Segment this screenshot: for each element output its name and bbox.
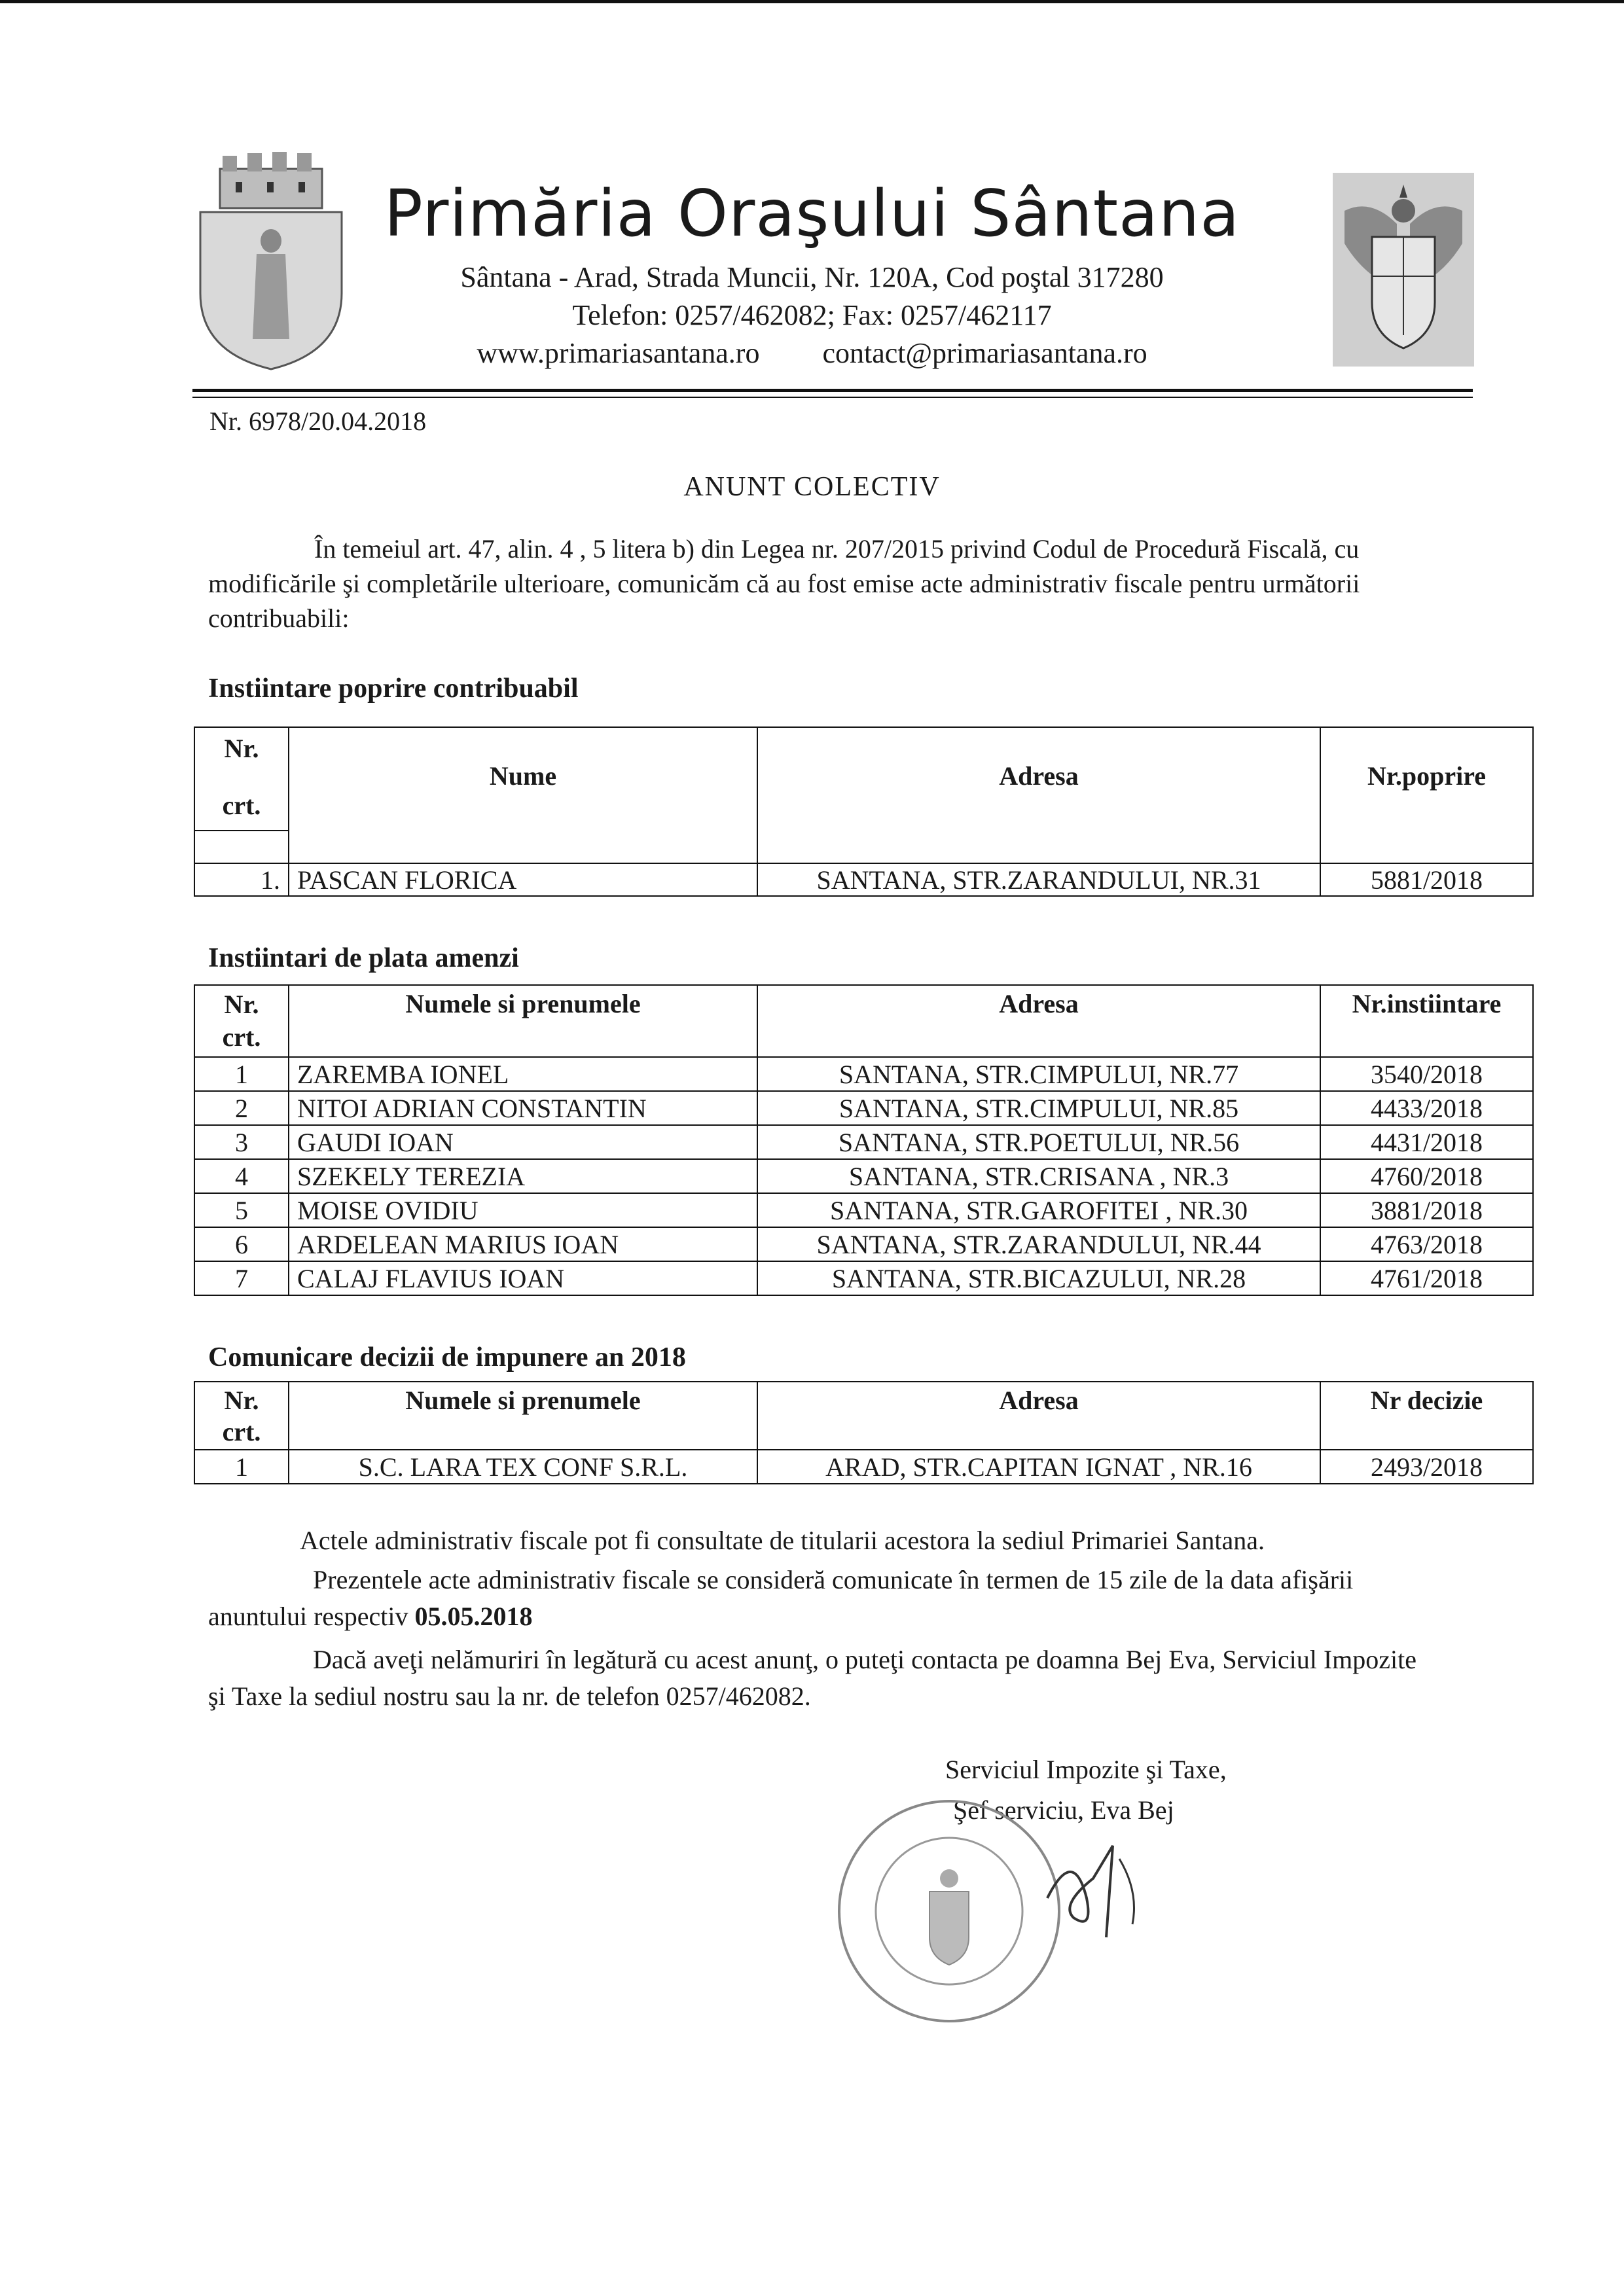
website-link[interactable]: www.primariasantana.ro [477, 337, 760, 369]
row-name: GAUDI IOAN [289, 1125, 757, 1159]
footer-text-1: Actele administrativ fiscale pot fi consultate de titularii acestora la sediul Primariei Santana. [300, 1526, 1265, 1555]
nr-label: Nr. [224, 990, 259, 1019]
display-date: 05.05.2018 [414, 1602, 533, 1631]
table-row [194, 1450, 1533, 1484]
row-nr: 1 [194, 1057, 289, 1091]
official-stamp-icon [831, 1793, 1067, 2029]
table-row [194, 1261, 1533, 1295]
col-header-nr [194, 985, 289, 1057]
row-number: 5881/2018 [1320, 863, 1533, 896]
top-border-line [0, 0, 1624, 3]
row-name: MOISE OVIDIU [289, 1193, 757, 1227]
table-row [194, 1057, 1533, 1091]
row-nr: 2 [194, 1091, 289, 1125]
footer-text-2: Prezentele acte administrativ fiscale se consideră comunicate în termen de 15 zile de la data afişării anuntului respectiv [208, 1565, 1354, 1631]
handwritten-signature-icon [1034, 1820, 1165, 1950]
email-link[interactable]: contact@primariasantana.ro [822, 337, 1147, 369]
col-header-number: Nr.instiintare [1320, 985, 1533, 1057]
row-number: 4433/2018 [1320, 1091, 1533, 1125]
col-header-number: Nr decizie [1320, 1382, 1533, 1450]
crt-label: crt. [222, 1022, 261, 1052]
nr-label: Nr. [224, 1386, 259, 1415]
row-name: S.C. LARA TEX CONF S.R.L. [289, 1450, 757, 1484]
section-title-amenzi: Instiintari de plata amenzi [208, 943, 519, 973]
row-nr: 4 [194, 1159, 289, 1193]
header-rule-thick [192, 389, 1473, 392]
row-number: 4761/2018 [1320, 1261, 1533, 1295]
row-number: 3881/2018 [1320, 1193, 1533, 1227]
footer-paragraph-3 [208, 1641, 1439, 1715]
row-name: NITOI ADRIAN CONSTANTIN [289, 1091, 757, 1125]
col-header-address: Adresa [757, 985, 1320, 1057]
footer-text-3: Dacă aveţi nelămuriri în legătură cu acest anunţ, o puteţi contacta pe doamna Bej Eva, Serviciul Impozite şi Taxe la sediul nostru sau la nr. de telefon 0257/462082. [208, 1645, 1416, 1711]
row-number: 3540/2018 [1320, 1057, 1533, 1091]
row-number: 4431/2018 [1320, 1125, 1533, 1159]
institution-title: Primăria Oraşului Sântana [384, 177, 1240, 251]
row-address: SANTANA, STR.CIMPULUI, NR.85 [757, 1091, 1320, 1125]
document-number: Nr. 6978/20.04.2018 [209, 406, 427, 436]
row-address: SANTANA, STR.CRISANA , NR.3 [757, 1159, 1320, 1193]
header-rule-thin [192, 397, 1473, 398]
section-title-poprire: Instiintare poprire contribuabil [208, 673, 579, 704]
row-nr: 1. [194, 863, 289, 896]
row-number: 2493/2018 [1320, 1450, 1533, 1484]
col-header-address: Adresa [757, 727, 1320, 863]
col-header-number: Nr.poprire [1320, 727, 1533, 863]
row-address: SANTANA, STR.POETULUI, NR.56 [757, 1125, 1320, 1159]
row-name: PASCAN FLORICA [289, 863, 757, 896]
row-name: SZEKELY TEREZIA [289, 1159, 757, 1193]
row-address: SANTANA, STR.ZARANDULUI, NR.31 [757, 863, 1320, 896]
table-poprire [194, 726, 1534, 897]
col-header-name: Nume [289, 727, 757, 863]
row-address: ARAD, STR.CAPITAN IGNAT , NR.16 [757, 1450, 1320, 1484]
table-row [194, 1227, 1533, 1261]
table-row [194, 863, 1533, 896]
document-heading: ANUNT COLECTIV [683, 472, 941, 502]
row-number: 4760/2018 [1320, 1159, 1533, 1193]
signature-name: Şef serviciu, Eva Bej [953, 1795, 1174, 1825]
footer-paragraph-2 [208, 1562, 1439, 1635]
row-nr: 5 [194, 1193, 289, 1227]
crt-label: crt. [222, 1417, 261, 1446]
row-name: ZAREMBA IONEL [289, 1057, 757, 1091]
col-header-nr [194, 1382, 289, 1450]
row-address: SANTANA, STR.ZARANDULUI, NR.44 [757, 1227, 1320, 1261]
intro-text: În temeiul art. 47, alin. 4 , 5 litera b) din Legea nr. 207/2015 privind Codul de Procedură Fiscală, cu modificările şi completările ulterioare, comunicăm că au fost emise acte administrativ fiscale pentru următorii contribuabili: [208, 534, 1360, 633]
empty-cell [194, 831, 289, 863]
row-nr: 6 [194, 1227, 289, 1261]
col-header-address: Adresa [757, 1382, 1320, 1450]
web-contact [0, 336, 1624, 370]
postal-address: Sântana - Arad, Strada Muncii, Nr. 120A, Cod poştal 317280 [460, 261, 1164, 293]
table-row [194, 1193, 1533, 1227]
col-header-nr [194, 727, 289, 831]
table-amenzi [194, 984, 1534, 1296]
col-header-name: Numele si prenumele [289, 985, 757, 1057]
row-name: ARDELEAN MARIUS IOAN [289, 1227, 757, 1261]
nr-label: Nr. [224, 734, 259, 763]
row-address: SANTANA, STR.BICAZULUI, NR.28 [757, 1261, 1320, 1295]
section-title-decizii: Comunicare decizii de impunere an 2018 [208, 1342, 686, 1372]
table-row [194, 1159, 1533, 1193]
row-name: CALAJ FLAVIUS IOAN [289, 1261, 757, 1295]
table-row [194, 1091, 1533, 1125]
row-address: SANTANA, STR.GAROFITEI , NR.30 [757, 1193, 1320, 1227]
crt-label: crt. [222, 791, 261, 820]
signature-department: Serviciul Impozite şi Taxe, [945, 1755, 1227, 1784]
row-address: SANTANA, STR.CIMPULUI, NR.77 [757, 1057, 1320, 1091]
row-nr: 7 [194, 1261, 289, 1295]
intro-paragraph [208, 531, 1439, 636]
row-number: 4763/2018 [1320, 1227, 1533, 1261]
row-nr: 1 [194, 1450, 289, 1484]
phone-fax: Telefon: 0257/462082; Fax: 0257/462117 [572, 299, 1052, 331]
footer-paragraph-1 [208, 1522, 1439, 1559]
col-header-name: Numele si prenumele [289, 1382, 757, 1450]
table-row [194, 1125, 1533, 1159]
row-nr: 3 [194, 1125, 289, 1159]
table-decizii [194, 1381, 1534, 1484]
